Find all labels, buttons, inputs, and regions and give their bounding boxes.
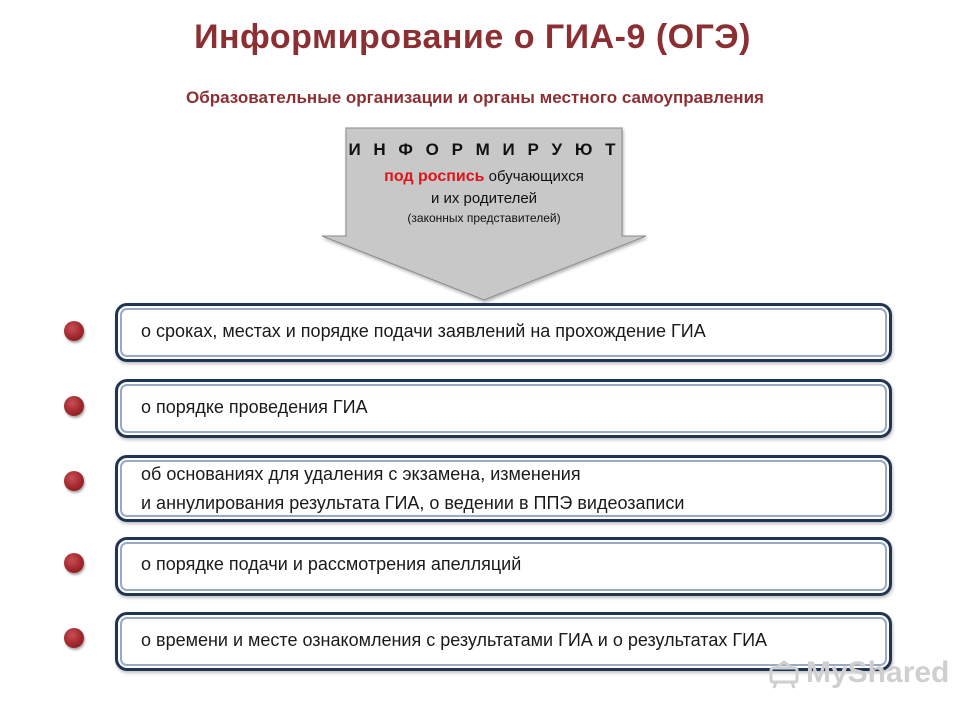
info-item-text-line2: и аннулирования результата ГИА, о ведении в ППЭ видеозаписи bbox=[141, 493, 685, 513]
arrow-line-guardians: (законных представителей) bbox=[407, 211, 561, 225]
bullet-dot-icon bbox=[64, 628, 84, 648]
page-title: Информирование о ГИА-9 (ОГЭ) bbox=[194, 18, 751, 56]
arrow-line-parents: и их родителей bbox=[430, 190, 538, 207]
myshared-logo-icon bbox=[768, 660, 802, 690]
bullet-dot-icon bbox=[64, 471, 84, 491]
bullet-dot-icon bbox=[64, 321, 84, 341]
watermark-text: MyShared bbox=[806, 656, 950, 689]
info-item-text: о порядке подачи и рассмотрения апелляций bbox=[141, 554, 522, 574]
info-item-text: об основаниях для удаления с экзамена, изменения bbox=[141, 464, 581, 484]
bullet-dot-icon bbox=[64, 553, 84, 573]
arrow-line-signature bbox=[345, 168, 623, 186]
arrow-line2-rest: обучающихся bbox=[484, 168, 584, 185]
info-item-text: о порядке проведения ГИА bbox=[141, 397, 368, 417]
info-item-text: о сроках, местах и порядке подачи заявлений на прохождение ГИА bbox=[141, 321, 706, 341]
page-subtitle: Образовательные организации и органы местного самоуправления bbox=[186, 88, 764, 107]
signature-highlight: под роспись bbox=[384, 168, 485, 185]
arrow-heading: И Н Ф О Р М И Р У Ю Т bbox=[348, 140, 620, 159]
arrow-label-group bbox=[345, 140, 623, 225]
info-item-text: о времени и месте ознакомления с результатами ГИА и о результатах ГИА bbox=[141, 630, 768, 650]
bullet-dot-icon bbox=[64, 396, 84, 416]
